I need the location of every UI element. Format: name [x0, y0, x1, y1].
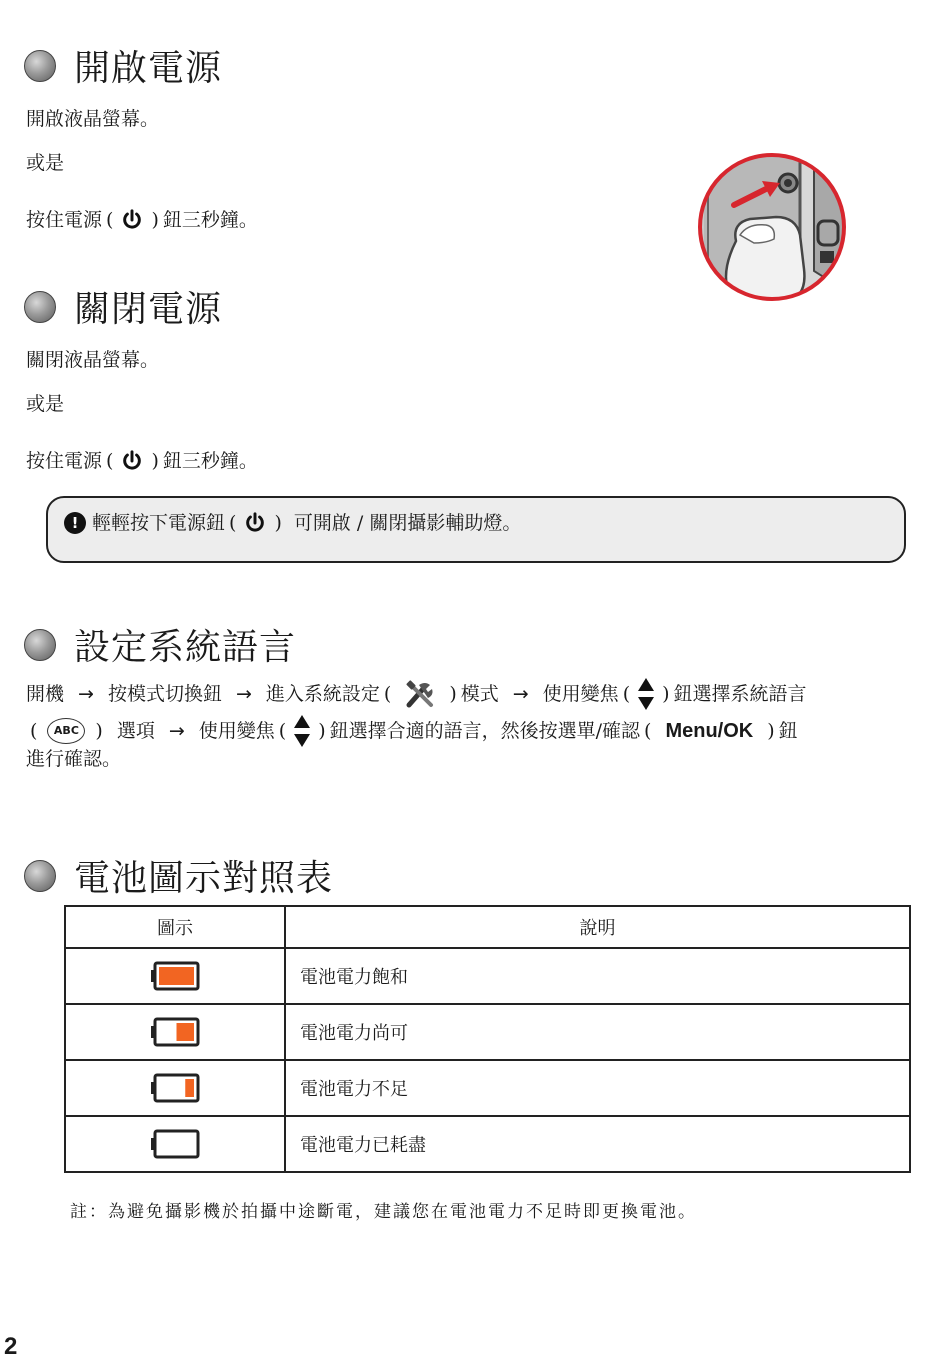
exclamation-icon: ! [64, 512, 86, 534]
text: 開機 [26, 683, 65, 705]
text: 使用變焦 [542, 683, 619, 705]
text: 鈕三秒鐘。 [162, 450, 258, 472]
note-box [46, 496, 906, 563]
footnote: 註：為避免攝影機於拍攝中途斷電，建議您在電池電力不足時即更換電池。 [70, 1202, 697, 1222]
bullet-icon [24, 291, 56, 323]
paren-open: ( [622, 683, 631, 705]
paren-close: ) [767, 720, 775, 742]
arrow: → [78, 683, 94, 705]
desc-cell: 電池電力尚可 [285, 1004, 910, 1060]
language-line1 [26, 677, 807, 711]
settings-tools-icon [403, 679, 437, 709]
bullet-icon [24, 50, 56, 82]
text: 鈕選擇合適的語言，然後按選單/確認 [329, 720, 641, 742]
paren-close: ) [274, 512, 282, 534]
bullet-icon [24, 629, 56, 661]
text: 鈕 [778, 720, 798, 742]
power-off-line2: 或是 [26, 393, 65, 415]
battery-icon-table [64, 905, 911, 1173]
text: 鈕選擇系統語言 [673, 683, 807, 705]
battery-low-icon [150, 1073, 200, 1103]
language-line3: 進行確認。 [26, 748, 122, 770]
text: 按模式切換鈕 [107, 683, 222, 705]
paren-open: ( [229, 512, 237, 534]
section-title: 開啟電源 [74, 48, 223, 89]
paren-close: ) [449, 683, 457, 705]
battery-half-icon [150, 1017, 200, 1047]
language-line2 [26, 714, 798, 748]
menu-ok-label: Menu/OK [665, 720, 754, 742]
table-header-row [65, 906, 910, 948]
power-icon [121, 209, 143, 231]
header-icon: 圖示 [65, 906, 285, 948]
power-on-line2: 或是 [26, 152, 65, 174]
power-off-line1: 關閉液晶螢幕。 [26, 349, 160, 371]
icon-cell [65, 1060, 285, 1116]
desc-cell: 電池電力已耗盡 [285, 1116, 910, 1172]
paren-open: ( [383, 683, 392, 705]
zoom-up-down-icon [637, 677, 655, 711]
section-title: 設定系統語言 [74, 627, 297, 668]
paren-open: ( [278, 720, 287, 742]
zoom-up-down-icon [293, 714, 311, 748]
section-title: 電池圖示對照表 [74, 858, 334, 899]
text: 輕輕按下電源鈕 [92, 512, 226, 534]
heading-power-off [24, 281, 222, 332]
heading-battery [24, 850, 333, 901]
table-row [65, 948, 910, 1004]
camera-power-button-illustration [696, 151, 848, 303]
desc-cell: 電池電力不足 [285, 1060, 910, 1116]
heading-power-on [24, 40, 222, 91]
table-row [65, 1004, 910, 1060]
desc-cell: 電池電力飽和 [285, 948, 910, 1004]
abc-language-icon: ABC [47, 718, 85, 744]
table-row [65, 1060, 910, 1116]
icon-cell [65, 1116, 285, 1172]
power-icon [121, 450, 143, 472]
bullet-icon [24, 860, 56, 892]
arrow: → [235, 683, 252, 705]
text: 可開啟 / 關閉攝影輔助燈。 [293, 512, 522, 534]
paren-close: ) [318, 720, 326, 742]
page-number: 2 [4, 1333, 18, 1360]
table-row [65, 1116, 910, 1172]
icon-cell [65, 948, 285, 1004]
text: 按住電源 [26, 209, 103, 231]
power-on-line3 [26, 207, 258, 233]
text: 按住電源 [26, 450, 103, 472]
header-desc: 說明 [285, 906, 910, 948]
heading-language [24, 619, 296, 670]
power-off-line3 [26, 448, 258, 474]
paren-close: ) [95, 720, 103, 742]
text: 進入系統設定 [265, 683, 380, 705]
power-icon [244, 512, 266, 534]
paren-open: ( [644, 720, 652, 742]
battery-empty-icon [150, 1129, 200, 1159]
paren-open: ( [30, 720, 38, 742]
battery-full-icon [150, 961, 200, 991]
icon-cell [65, 1004, 285, 1060]
paren-close: ) [662, 683, 670, 705]
arrow: → [168, 720, 185, 742]
paren-open: ( [106, 209, 114, 231]
paren-close: ) [151, 450, 159, 472]
power-on-line1: 開啟液晶螢幕。 [26, 108, 160, 130]
text: 選項 [116, 720, 155, 742]
text: 鈕三秒鐘。 [162, 209, 258, 231]
note-text [64, 510, 521, 536]
text: 使用變焦 [198, 720, 275, 742]
paren-close: ) [151, 209, 159, 231]
text: 模式 [460, 683, 499, 705]
section-title: 關閉電源 [74, 289, 223, 330]
arrow: → [512, 683, 529, 705]
paren-open: ( [106, 450, 114, 472]
